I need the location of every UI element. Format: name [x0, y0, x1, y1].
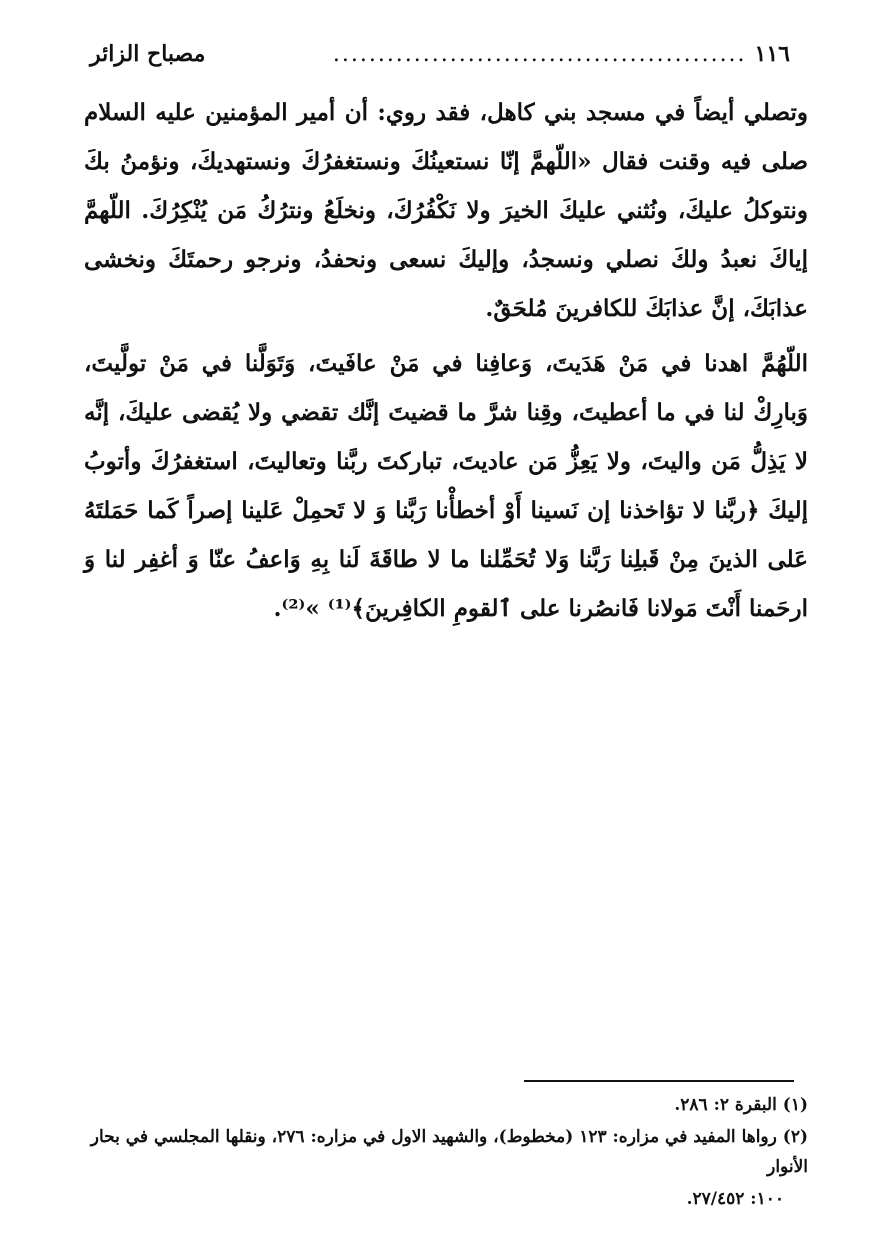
paragraph-2: اللّهُمَّ اهدنا في مَنْ هَدَيتَ، وَعافِنا في مَنْ عافَيتَ، وَتَوَلَّنا في مَنْ تولَّيتَ، وَبارِكْ لنا في ما أعطيتَ، وقِنا شرَّ ما قضيتَ إنَّك تقضي ولا يُقضى عليكَ، إنَّه لا يَذِلُّ مَن واليتَ، ولا يَعِزُّ مَن عاديتَ، تباركتَ ربَّنا وتعاليتَ، استغفرُكَ وأتوبُ إليكَ ﴿ربَّنا لا تؤاخذنا إن نَسينا أَوْ أخطأْنا رَبَّنا وَ لا تَحمِلْ عَلينا إصراً كَما حَمَلتَهُ عَلى الذينَ مِنْ قَبلِنا رَبَّنا وَلا تُحَمِّلنا ما لا طاقَةَ لَنا بِهِ وَاعفُ عنّا وَ أغفِر لنا وَ ارحَمنا أَنْتَ مَولانا فَانصُرنا على ٱلقومِ الكافِرينَ﴾⁽¹⁾ »⁽²⁾. — [84, 350, 808, 622]
paragraph-1: وتصلي أيضاً في مسجد بني كاهل، فقد روي: أن أمير المؤمنين عليه السلام صلى فيه وقنت فقال «اللّهمَّ إنّا نستعينُكَ ونستغفرُكَ ونستهديكَ، ونؤمنُ بكَ ونتوكلُ عليكَ، ونُثني عليكَ الخيرَ ولا نَكْفُرُكَ، ونخلَعُ ونترُكُ مَن يُنْكِرُكَ. اللّهمَّ إياكَ نعبدُ ولكَ نصلي ونسجدُ، وإليكَ نسعى ونحفدُ، ونرجو رحمتَكَ ونخشى عذابَكَ، إنَّ عذابَكَ للكافرينَ مُلحَقٌ. — [84, 99, 808, 322]
footnote-1: (١) البقرة ٢: ٢٨٦. — [674, 1095, 808, 1115]
main-text — [84, 88, 808, 639]
header-leader-dots: .............................................. — [332, 41, 747, 67]
running-header — [90, 34, 790, 74]
footnotes — [84, 1090, 808, 1216]
footnote-2: (٢) رواها المفيد في مزاره: ١٢٣ (مخطوط)، والشهيد الاول في مزاره: ٢٧٦، ونقلها المجلسي في بحار الأنوار — [90, 1127, 808, 1177]
page-number: ١١٦ — [754, 41, 790, 67]
footnote-2-continuation: ١٠٠: ٢٧/٤٥٢. — [686, 1189, 784, 1209]
footnote-separator — [524, 1080, 794, 1082]
book-title: مصباح الزائر — [90, 41, 206, 67]
